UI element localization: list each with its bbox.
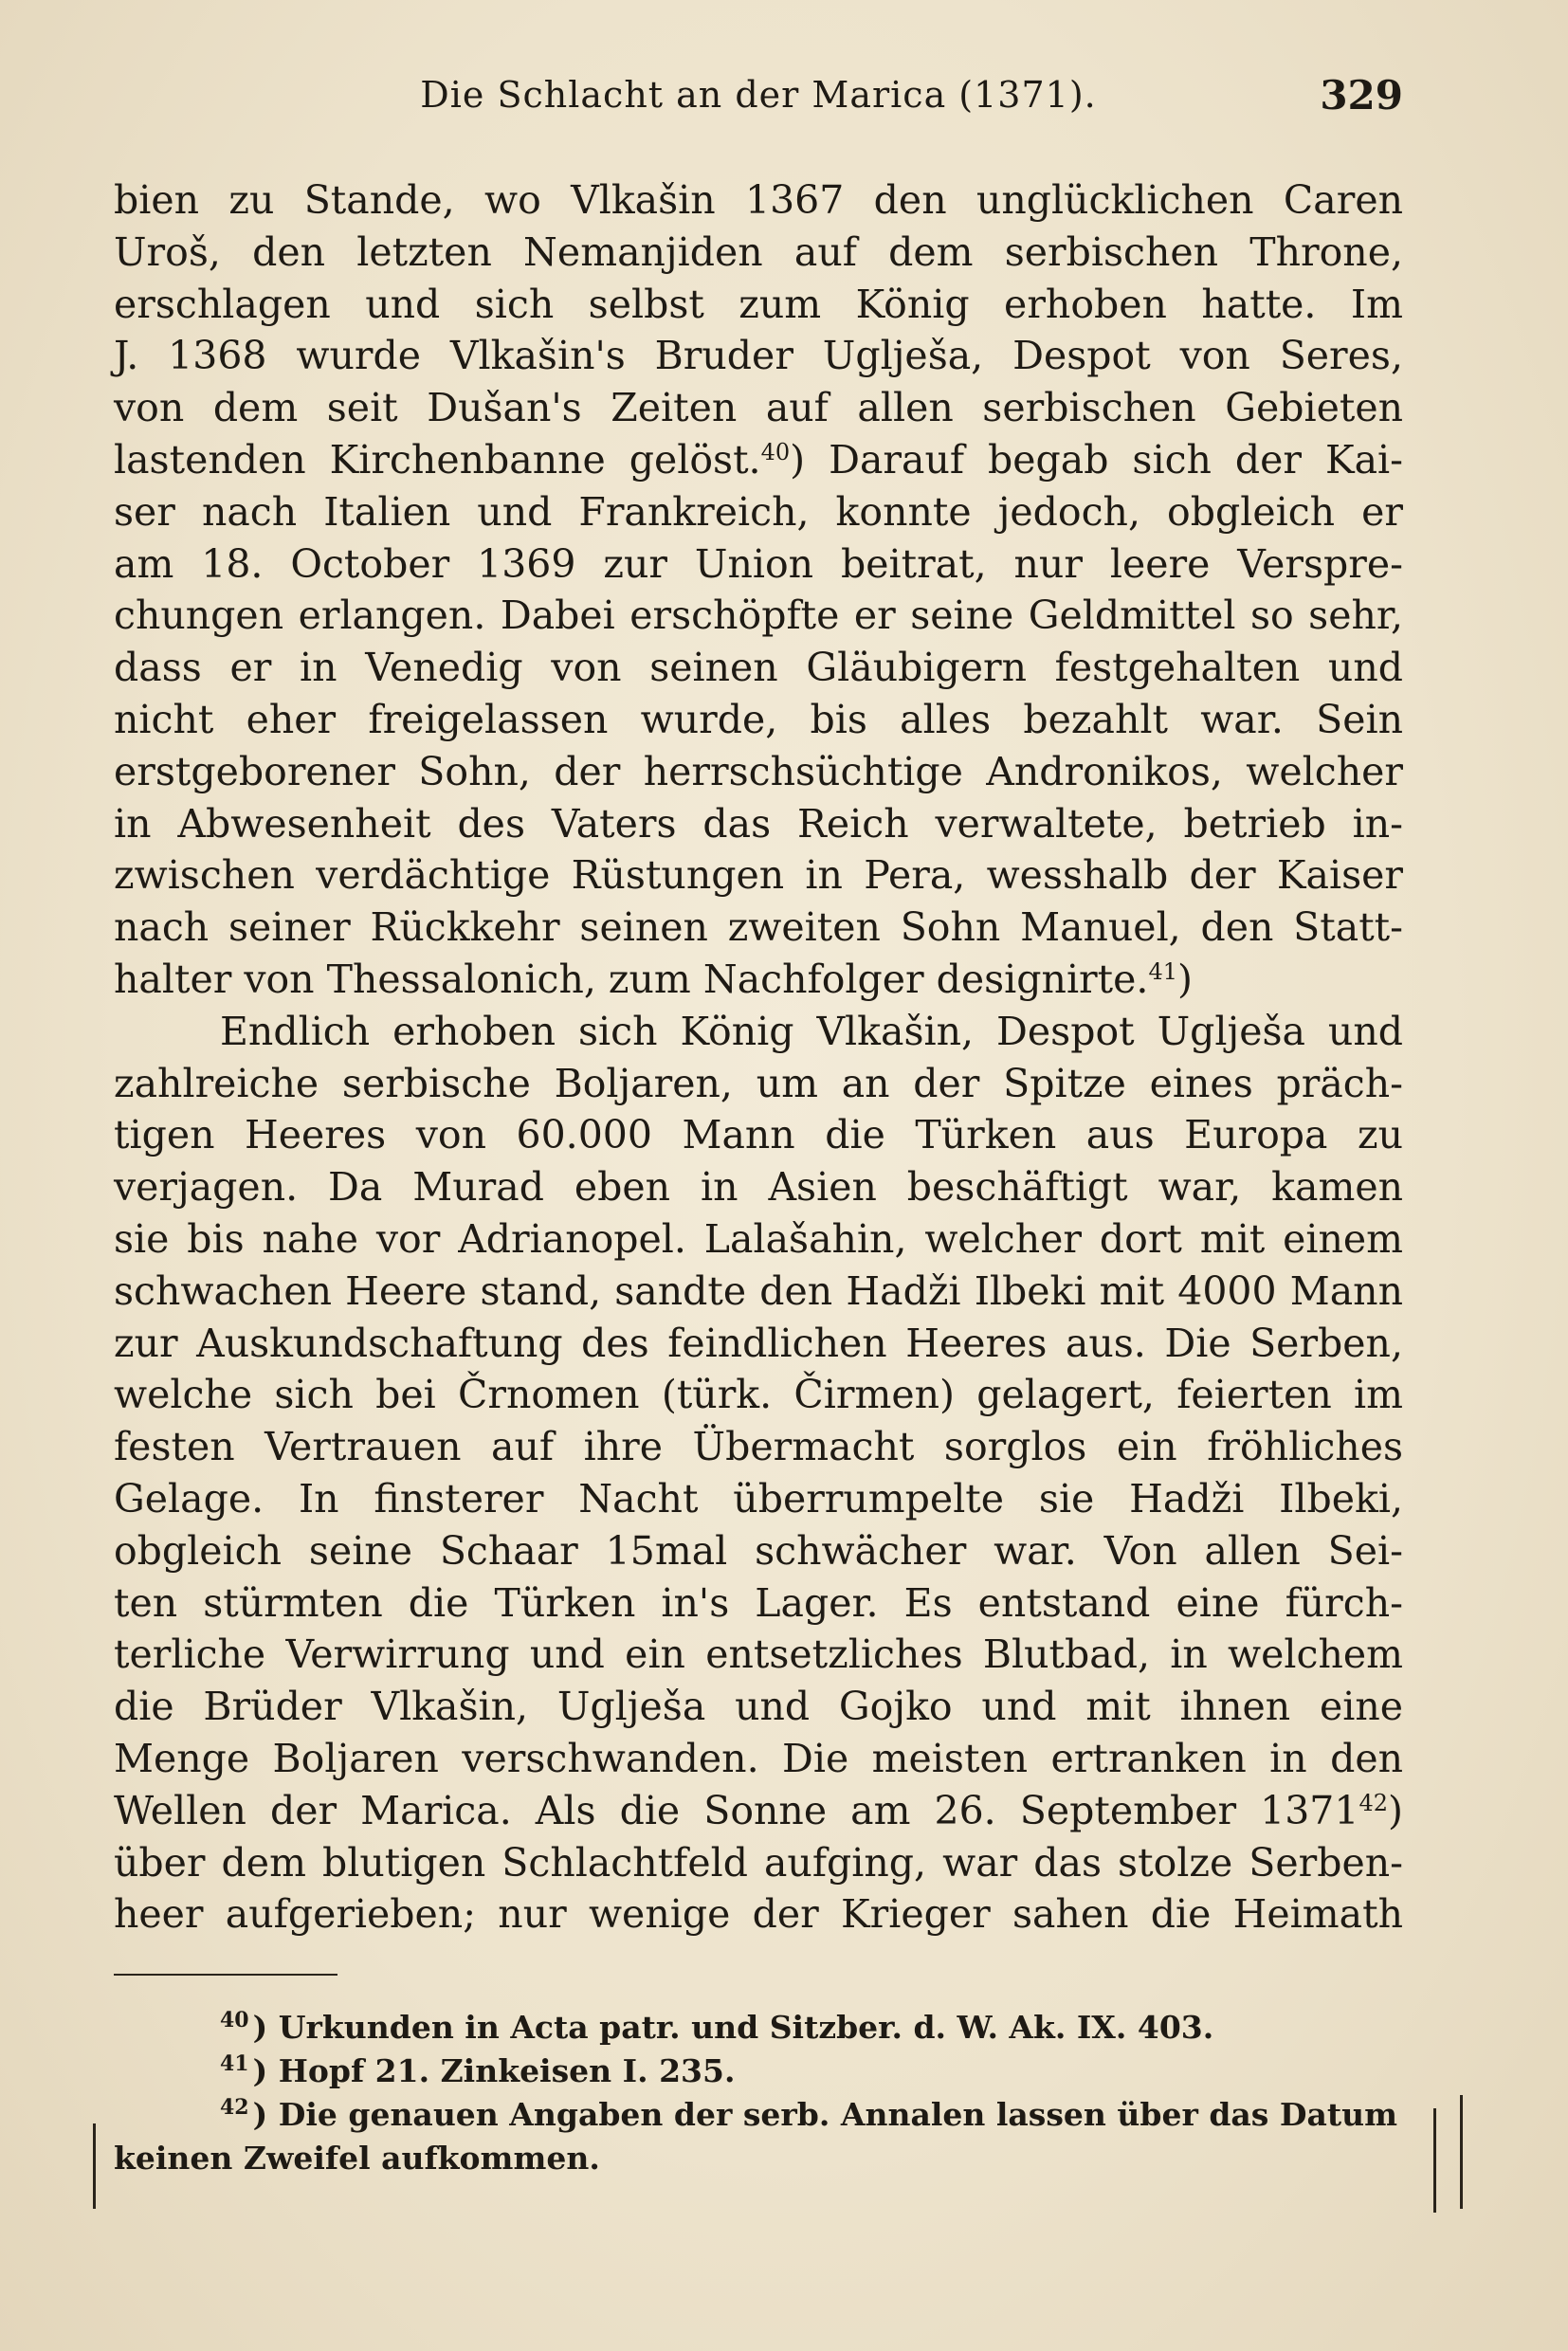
body-text [114,174,1403,1941]
text-line: lastenden Kirchenbanne gelöst.$^{40}$) Darauf begab sich der Kai- [114,436,1404,483]
margin-mark [1433,2108,1436,2213]
footnote-marker: 40 [760,438,791,465]
text-line: halter von Thessalonich, zum Nachfolger designirte.$^{41}$) [114,956,1193,1002]
text-line: ser nach Italien und Frankreich, konnte jedoch, obgleich er [114,488,1403,535]
footnote-continuation [114,2137,1403,2180]
text-line: nach seiner Rückkehr seinen zweiten Sohn Manuel, den Statt- [114,904,1403,951]
page-number: 329 [1320,72,1403,118]
text-line: erschlagen und sich selbst zum König erhoben hatte. Im [114,281,1403,327]
text-line: tigen Heeres von 60.000 Mann die Türken aus Europa zu [114,1112,1403,1158]
text-line: terliche Verwirrung und ein entsetzliches Blutbad, in welchem [114,1631,1403,1678]
footnote-text: keinen Zweifel aufkommen. [114,2140,600,2177]
footnote-text: Hopf 21. Zinkeisen I. 235. [278,2052,736,2089]
footnote-number: 42 [220,2095,249,2120]
text-line: Endlich erhoben sich König Vlkašin, Despot Uglješa und [220,1008,1403,1054]
line-text: halter von Thessalonich, zum Nachfolger designirte. [114,956,1149,1002]
line-text: Wellen der Marica. Als die Sonne am 26. September 1371 [114,1787,1359,1833]
text-line: verjagen. Da Murad eben in Asien beschäftigt war, kamen [114,1164,1403,1211]
text-line: zahlreiche serbische Boljaren, um an der Spitze eines präch- [114,1060,1403,1106]
text-line: am 18. October 1369 zur Union beitrat, nur leere Verspre- [114,540,1403,587]
text-line: Gelage. In finsterer Nacht überrumpelte sie Hadži Ilbeki, [114,1475,1403,1522]
text-line: Uroš, den letzten Nemanjiden auf dem serbischen Throne, [114,228,1403,275]
footnote: $^{42}$ ) Die genauen Angaben der serb. Annalen lassen über das Datum [220,2095,1397,2133]
running-title: Die Schlacht an der Marica (1371). [420,74,1097,116]
footnote-number: 40 [220,2008,249,2032]
text-line: schwachen Heere stand, sandte den Hadži Ilbeki mit 4000 Mann [114,1267,1403,1314]
text-line: nicht eher freigelassen wurde, bis alles bezahlt war. Sein [114,696,1403,742]
text-line: sie bis nahe vor Adrianopel. Lalašahin, welcher dort mit einem [114,1215,1403,1262]
text-line: obgleich seine Schaar 15mal schwächer war. Von allen Sei- [114,1527,1403,1574]
text-line: erstgeborener Sohn, der herrschsüchtige Andronikos, welcher [114,748,1403,794]
line-text: lastenden Kirchenbanne gelöst. [114,436,761,483]
text-line: Menge Boljaren verschwanden. Die meisten ertranken in den [114,1735,1403,1781]
text-line: festen Vertrauen auf ihre Übermacht sorglos ein fröhliches [114,1424,1403,1470]
text-line: über dem blutigen Schlachtfeld aufging, war das stolze Serben- [114,1839,1403,1886]
margin-mark [1460,2095,1463,2209]
text-line: heer aufgerieben; nur wenige der Krieger sahen die Heimath [114,1891,1403,1938]
footnote-marker: 41 [1148,957,1177,985]
text-line: Wellen der Marica. Als die Sonne am 26. September 1371$^{42}$) [114,1787,1403,1833]
footnote-text: Urkunden in Acta patr. und Sitzber. d. W. Ak. IX. 403. [278,2009,1214,2046]
text-line: die Brüder Vlkašin, Uglješa und Gojko und mit ihnen eine [114,1684,1403,1730]
text-line: J. 1368 wurde Vlkašin's Bruder Uglješa, Despot von Seres, [114,333,1403,379]
margin-mark [93,2123,96,2209]
footnote: $^{40}$ ) Urkunden in Acta patr. und Sitzber. d. W. Ak. IX. 403. [220,2008,1214,2046]
footnote-separator [114,1974,337,1976]
line-text: Darauf begab sich der Kai- [829,436,1404,483]
text-line: zwischen verdächtige Rüstungen in Pera, wesshalb der Kaiser [114,852,1403,899]
text-line: von dem seit Dušan's Zeiten auf allen serbischen Gebieten [114,385,1403,431]
footnote-number: 41 [220,2051,249,2076]
footnote-text: Die genauen Angaben der serb. Annalen lassen über das Datum [278,2096,1397,2133]
text-line: dass er in Venedig von seinen Gläubigern festgehalten und [114,645,1403,691]
text-line: welche sich bei Črnomen (türk. Čirmen) gelagert, feierten im [114,1372,1403,1418]
text-line: chungen erlangen. Dabei erschöpfte er seine Geldmittel so sehr, [114,592,1403,639]
page-header [114,74,1403,131]
footnote-marker: 42 [1358,1789,1388,1816]
text-line: in Abwesenheit des Vaters das Reich verwaltete, betrieb in- [114,800,1403,847]
text-line: ten stürmten die Türken in's Lager. Es entstand eine fürch- [114,1579,1403,1626]
text-line: zur Auskundschaftung des feindlichen Heeres aus. Die Serben, [114,1320,1403,1366]
footnote: $^{41}$ ) Hopf 21. Zinkeisen I. 235. [220,2051,736,2089]
text-line: bien zu Stande, wo Vlkašin 1367 den unglücklichen Caren [114,177,1403,223]
footnotes [114,2006,1403,2180]
